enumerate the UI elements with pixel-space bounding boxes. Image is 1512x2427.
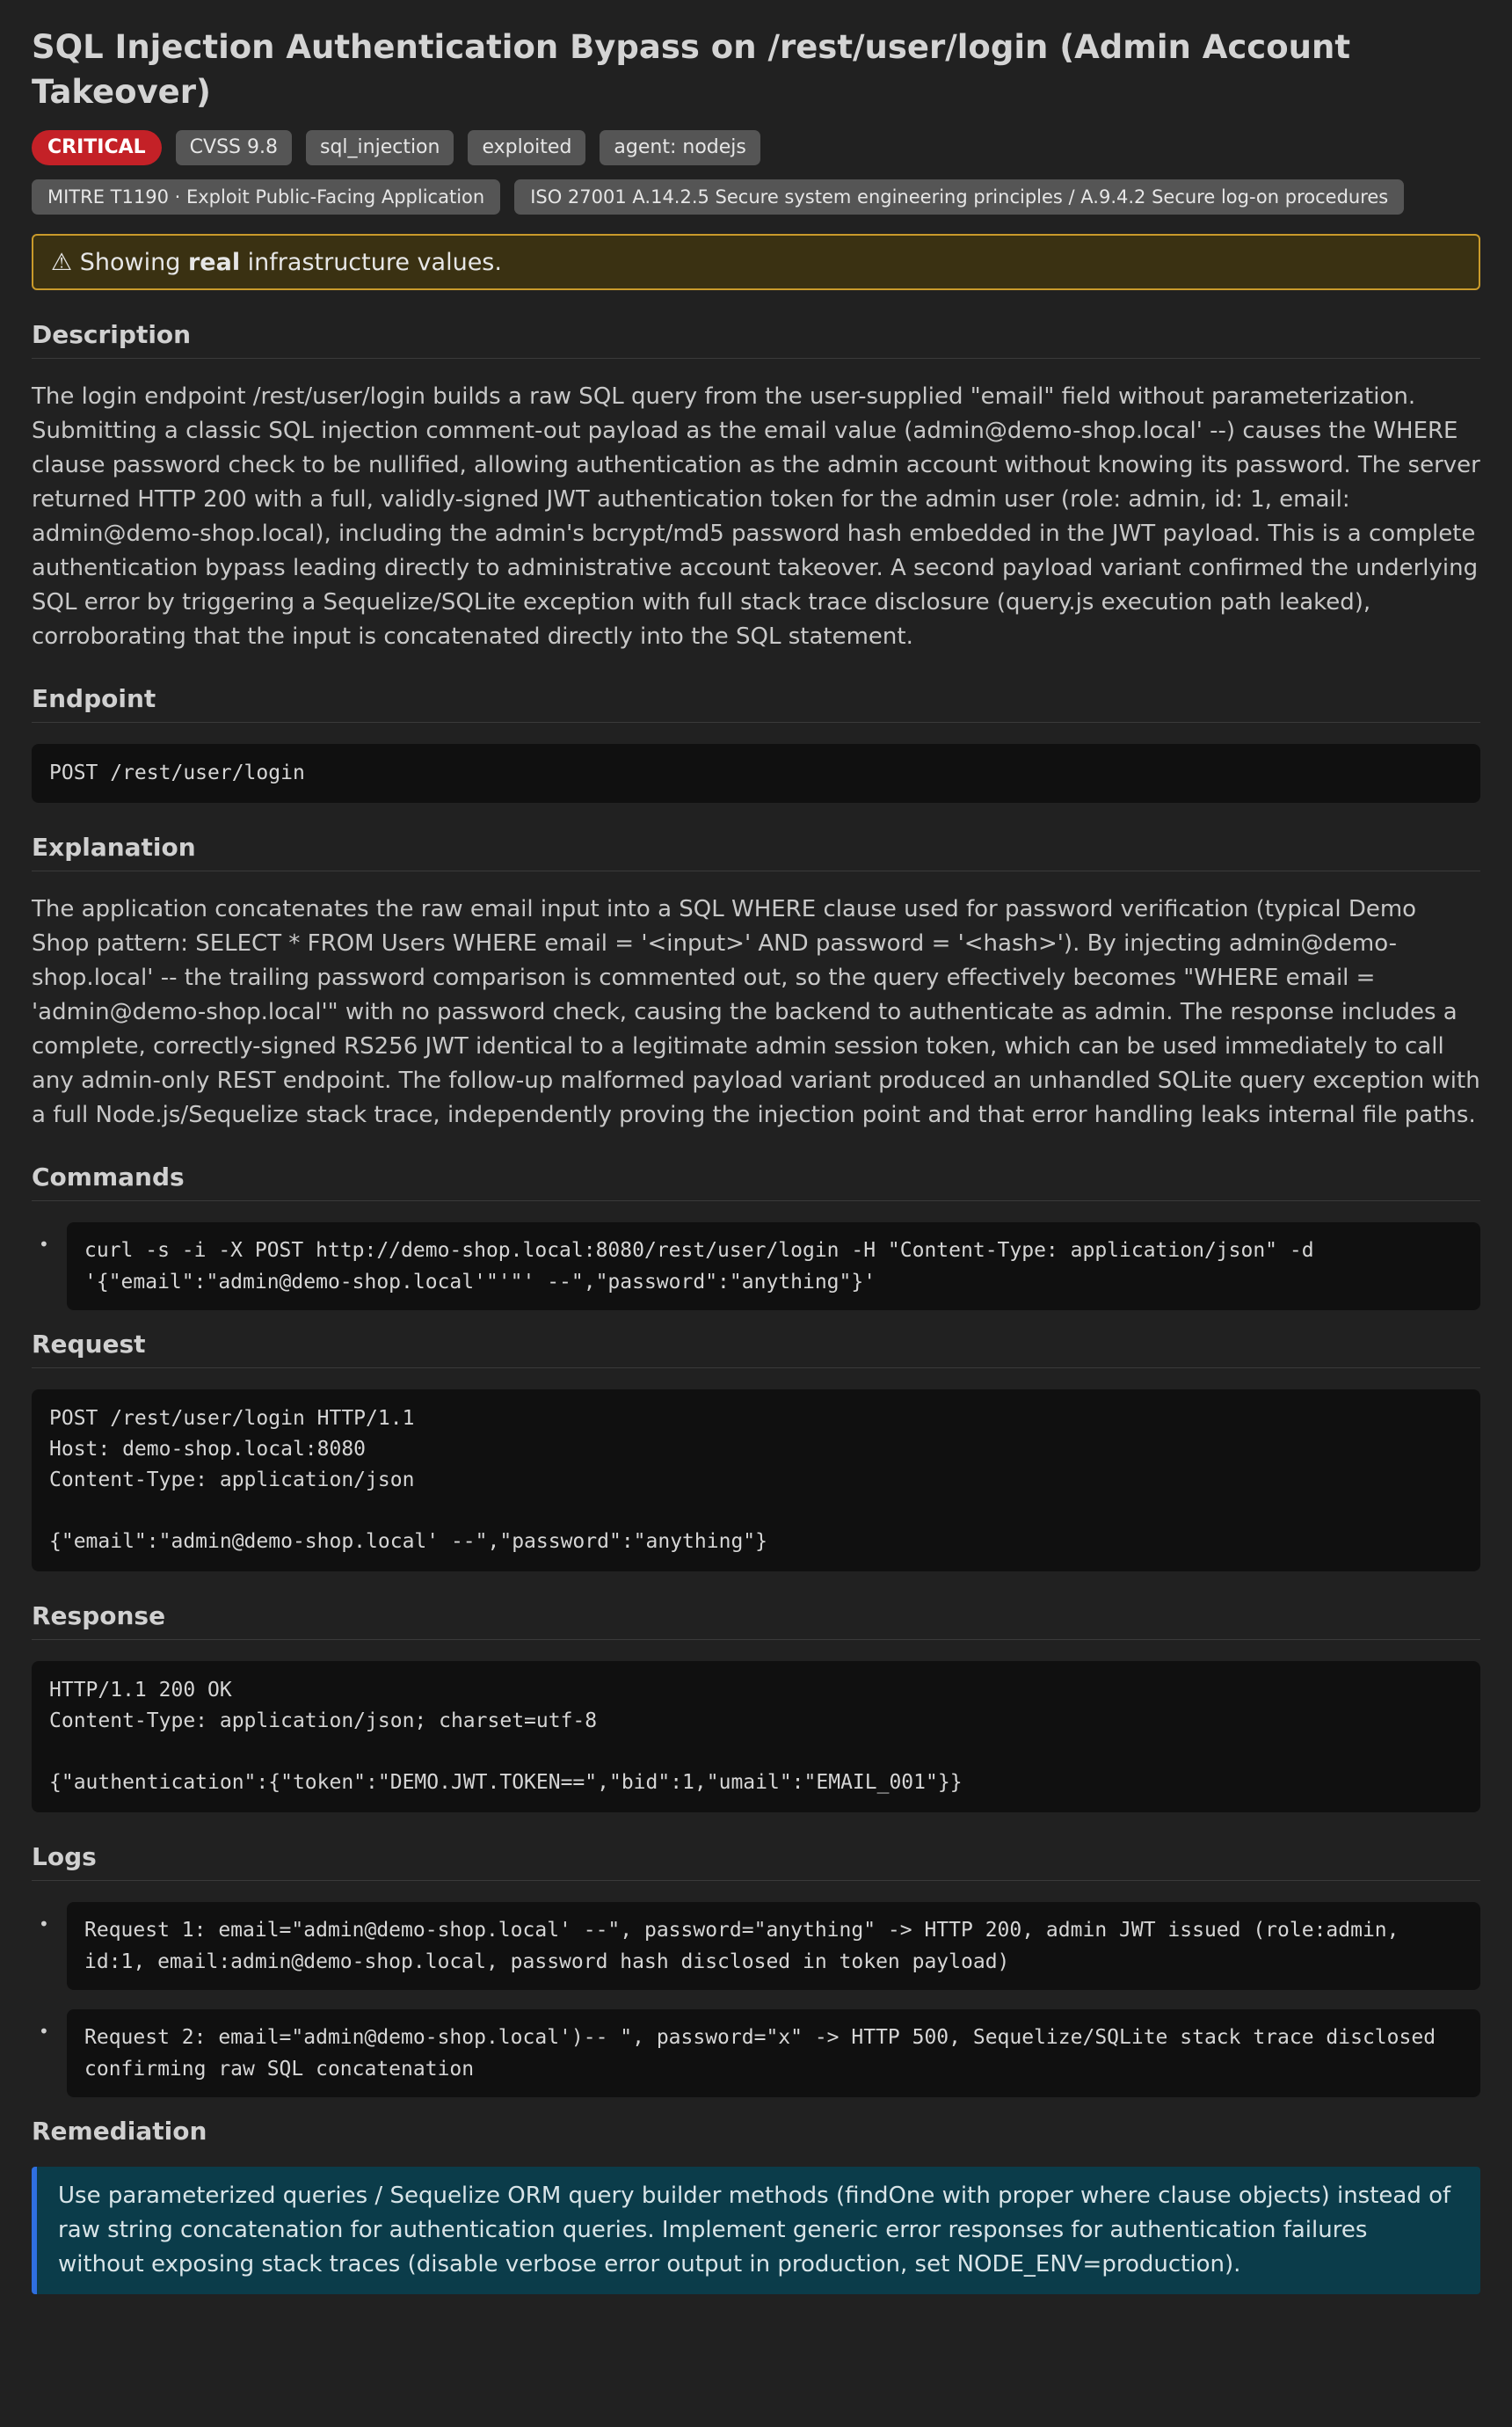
list-item <box>32 2009 1480 2097</box>
request-section <box>32 1330 1480 1571</box>
category-badge: sql_injection <box>306 130 454 165</box>
severity-badge: CRITICAL <box>32 130 162 165</box>
log-entry: Request 2: email="admin@demo-shop.local')-- ", password="x" -> HTTP 500, Sequelize/SQLite stack trace disclosed confirming raw SQL concatenation <box>67 2009 1480 2097</box>
response-heading: Response <box>32 1601 1480 1640</box>
bullet-icon: • <box>39 1913 49 1935</box>
description-text: The login endpoint /rest/user/login builds a raw SQL query from the user-supplied "email" field without parameterization. Submitting a classic SQL injection comment-out payload as the email value (admin@demo-shop.local' --) causes the WHERE clause password check to be nullified, allowing authentication as the admin account without knowing its password. The server returned HTTP 200 with a full, validly-signed JWT authentication token for the admin user (role: admin, id: 1, email: admin@demo-shop.local), including the admin's bcrypt/md5 password hash embedded in the JWT payload. This is a complete authentication bypass leading directly to administrative account takeover. A second payload variant confirmed the underlying SQL error by triggering a Sequelize/SQLite exception with full stack trace disclosure (query.js execution path leaked), corroborating that the input is concatenated directly into the SQL statement. <box>32 383 1480 650</box>
remediation-section <box>32 2117 1480 2294</box>
request-heading: Request <box>32 1330 1480 1368</box>
response-code: HTTP/1.1 200 OK Content-Type: application/json; charset=utf-8 {"authentication":{"token":"DEMO.JWT.TOKEN==","bid":1,"umail":"EMAIL_001"}} <box>32 1661 1480 1812</box>
endpoint-code: POST /rest/user/login <box>32 744 1480 803</box>
logs-list <box>32 1902 1480 2097</box>
explanation-heading: Explanation <box>32 833 1480 871</box>
real-values-banner <box>32 234 1480 290</box>
list-item <box>32 1902 1480 1990</box>
commands-list <box>32 1222 1480 1310</box>
banner-emphasis: real <box>187 248 241 276</box>
command-code: curl -s -i -X POST http://demo-shop.local:8080/rest/user/login -H "Content-Type: application/json" -d '{"email":"admin@demo-shop.local'"'"' --","password":"anything"}' <box>67 1222 1480 1310</box>
description-heading: Description <box>32 320 1480 359</box>
bullet-icon: • <box>39 1234 49 1255</box>
agent-badge: agent: nodejs <box>600 130 760 165</box>
logs-section <box>32 1842 1480 2097</box>
explanation-section <box>32 833 1480 1133</box>
bullet-icon: • <box>39 2021 49 2042</box>
status-badge: exploited <box>468 130 585 165</box>
commands-heading: Commands <box>32 1162 1480 1201</box>
iso-badge: ISO 27001 A.14.2.5 Secure system engineering principles / A.9.4.2 Secure log-on procedures <box>514 179 1404 215</box>
commands-section <box>32 1162 1480 1310</box>
cvss-badge: CVSS 9.8 <box>176 130 292 165</box>
logs-heading: Logs <box>32 1842 1480 1881</box>
remediation-callout: Use parameterized queries / Sequelize ORM query builder methods (findOne with proper where clause objects) instead of raw string concatenation for authentication queries. Implement generic error responses for authentication failures without exposing stack traces (disable verbose error output in production, set NODE_ENV=production). <box>32 2167 1480 2294</box>
badge-row <box>32 130 1480 165</box>
description-section <box>32 320 1480 654</box>
finding-title: SQL Injection Authentication Bypass on /rest/user/login (Admin Account Takeover) <box>32 28 1351 111</box>
list-item <box>32 1222 1480 1310</box>
reference-row <box>32 179 1480 215</box>
endpoint-heading: Endpoint <box>32 684 1480 723</box>
mitre-badge: MITRE T1190 · Exploit Public-Facing Application <box>32 179 500 215</box>
remediation-heading: Remediation <box>32 2117 207 2146</box>
banner-prefix: ⚠ Showing <box>51 248 188 276</box>
banner-suffix: infrastructure values. <box>240 248 502 276</box>
request-code: POST /rest/user/login HTTP/1.1 Host: demo-shop.local:8080 Content-Type: application/json {"email":"admin@demo-shop.local' --","password":"anything"} <box>32 1389 1480 1571</box>
log-entry: Request 1: email="admin@demo-shop.local' --", password="anything" -> HTTP 200, admin JWT issued (role:admin, id:1, email:admin@demo-shop.local, password hash disclosed in token payload) <box>67 1902 1480 1990</box>
explanation-text: The application concatenates the raw email input into a SQL WHERE clause used for password verification (typical Demo Shop pattern: SELECT * FROM Users WHERE email = '<input>' AND password = '<hash>'). By injecting admin@demo-shop.local' -- the trailing password comparison is commented out, so the query effectively becomes "WHERE email = 'admin@demo-shop.local'" with no password check, causing the backend to authenticate as admin. The response includes a complete, correctly-signed RS256 JWT identical to a legitimate admin session token, which can be used immediately to call any admin-only REST endpoint. The follow-up malformed payload variant produced an unhandled SQLite query exception with a full Node.js/Sequelize stack trace, independently proving the injection point and that error handling leaks internal file paths. <box>32 896 1480 1128</box>
endpoint-section <box>32 684 1480 803</box>
response-section <box>32 1601 1480 1812</box>
